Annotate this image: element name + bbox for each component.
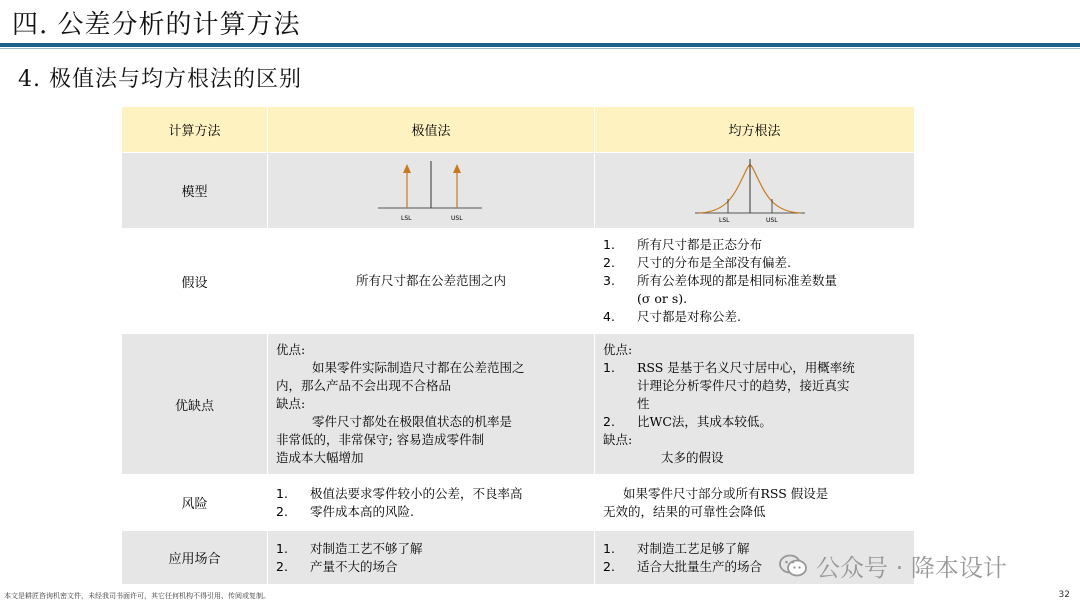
- wc-lsl-label: LSL: [401, 215, 412, 222]
- rss-pros-label: 优点:: [603, 342, 633, 357]
- title-divider: [0, 43, 1080, 47]
- rss-lsl-label: LSL: [719, 217, 730, 224]
- rss-model-cell: [595, 153, 915, 229]
- wc-pros-label: 优点:: [276, 342, 306, 357]
- wc-assumption-cell: [268, 229, 595, 334]
- slide-subtitle: 4. 极值法与均方根法的区别: [18, 67, 302, 92]
- rss-cons-line: 太多的假设: [661, 450, 724, 465]
- rss-risk-text: [595, 481, 914, 525]
- table-header-row: [122, 107, 915, 153]
- confidentiality-note: 本文是耕匠咨询机密文件，未经我司书面许可，其它任何机构不得引用、传阅或复制。: [4, 592, 270, 600]
- wc-application-list: [268, 536, 594, 580]
- wc-pros-cons-cell: [268, 334, 595, 475]
- rss-risk-line: 无效的，结果的可靠性会降低: [603, 503, 766, 519]
- wc-cons-line: 非常低的，非常保守; 容易造成零件制: [276, 432, 485, 447]
- table-row-pros-cons: [122, 334, 915, 475]
- wc-cons-line: 零件尺寸都处在极限值状态的机率是: [312, 414, 513, 429]
- list-item: 2. 零件成本高的风险.: [276, 503, 414, 519]
- watermark: [778, 548, 1007, 583]
- wc-application-cell: [268, 531, 595, 585]
- table-row-risk: [122, 475, 915, 531]
- wc-risk-list: [268, 481, 594, 525]
- header-worst-case: 极值法: [268, 107, 595, 153]
- wc-assumption-text: 所有尺寸都在公差范围之内: [355, 273, 506, 288]
- worst-case-diagram: [268, 153, 594, 225]
- rss-diagram: [595, 153, 914, 225]
- list-item: (σ or s).: [637, 291, 688, 306]
- list-item: 3. 所有公差体现的都是相同标准差数量: [603, 273, 838, 288]
- slide-title: 四. 公差分析的计算方法: [12, 10, 301, 40]
- list-item: 1. 对制造工艺不够了解: [276, 540, 423, 556]
- wc-usl-label: USL: [451, 215, 463, 222]
- rss-risk-cell: [595, 475, 915, 531]
- rss-pros-cons-text: [595, 337, 914, 471]
- wc-cons-line: 造成本大幅增加: [276, 450, 364, 465]
- rss-pros-cons-cell: [595, 334, 915, 475]
- wc-cons-label: 缺点:: [276, 396, 306, 411]
- wc-pros-cons-text: [268, 337, 594, 471]
- wc-pros-line: 内，那么产品不会出现不合格品: [276, 378, 452, 393]
- table-row-assumption: [122, 229, 915, 334]
- rss-risk-line: 如果零件尺寸部分或所有RSS 假设是: [623, 485, 829, 501]
- watermark-text: 公众号 · 降本设计: [816, 554, 1007, 582]
- wc-lsl-arrowhead: [403, 164, 411, 173]
- list-item: 2. 比WC法，其成本较低。: [603, 414, 772, 429]
- page-number: 32: [1058, 590, 1070, 600]
- wc-usl-arrowhead: [453, 164, 461, 173]
- wechat-icon: [778, 553, 808, 579]
- header-method: 计算方法: [122, 107, 268, 153]
- row-label-risk: 风险: [122, 475, 268, 531]
- rss-assumption-cell: [595, 229, 915, 334]
- list-item: 2. 产量不大的场合: [276, 558, 398, 574]
- list-item: 2. 适合大批量生产的场合: [603, 558, 763, 574]
- comparison-table: [121, 106, 915, 585]
- rss-cons-label: 缺点:: [603, 432, 633, 447]
- wc-model-cell: [268, 153, 595, 229]
- list-item: 2. 尺寸的分布是全部没有偏差.: [603, 255, 791, 270]
- list-item: 1. 对制造工艺足够了解: [603, 540, 750, 556]
- wc-pros-line: 如果零件实际制造尺寸都在公差范围之: [312, 360, 525, 375]
- table-row-model: [122, 153, 915, 229]
- title-divider-thin: [0, 48, 1080, 49]
- list-item: 1. 所有尺寸都是正态分布: [603, 237, 763, 252]
- wc-risk-cell: [268, 475, 595, 531]
- header-rss: 均方根法: [595, 107, 915, 153]
- list-item: 4. 尺寸都是对称公差.: [603, 309, 741, 324]
- list-item: 1. 极值法要求零件较小的公差，不良率高: [276, 485, 523, 501]
- rss-assumption-list: [595, 232, 914, 330]
- row-label-application: 应用场合: [122, 531, 268, 585]
- rss-usl-label: USL: [766, 217, 778, 224]
- row-label-assumption: 假设: [122, 229, 268, 334]
- list-item: 1. RSS 是基于名义尺寸居中心，用概率统 计理论分析零件尺寸的趋势，接近真实 性: [603, 360, 855, 411]
- row-label-pros-cons: 优缺点: [122, 334, 268, 475]
- row-label-model: 模型: [122, 153, 268, 229]
